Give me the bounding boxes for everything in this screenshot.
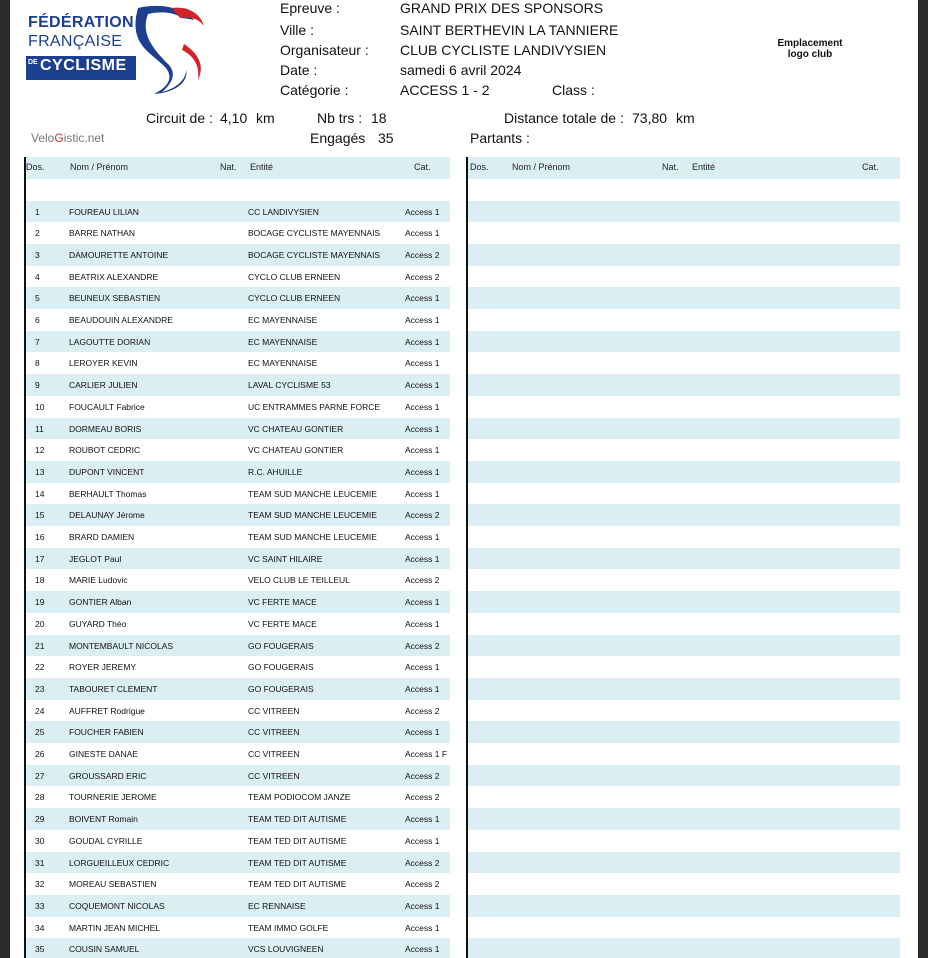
distance-value: 73,80 — [632, 110, 668, 126]
rider-category: Access 1 — [405, 380, 440, 391]
table-row — [24, 352, 450, 374]
rider-category: Access 2 — [405, 770, 440, 781]
rider-name: ROYER JEREMY — [69, 662, 137, 673]
empty-row — [466, 613, 900, 635]
empty-row — [466, 678, 900, 700]
col-dos-right: Dos. — [470, 162, 489, 172]
rider-dos: 30 — [35, 835, 45, 846]
rider-category: Access 1 — [405, 835, 440, 846]
rider-entity: CC VITREEN — [248, 770, 300, 781]
table-row — [24, 287, 450, 309]
col-nat: Nat. — [220, 162, 237, 172]
velogistic-brand: VeloGistic.net — [31, 131, 105, 145]
class-label: Class : — [552, 82, 595, 98]
rider-name: DAMOURETTE ANTOINE — [69, 249, 169, 260]
categorie-label: Catégorie : — [280, 82, 349, 98]
epreuve-label: Epreuve : — [280, 0, 340, 16]
rider-dos: 17 — [35, 553, 45, 564]
engages-label: Engagés — [310, 130, 366, 146]
circuit-unit: km — [256, 110, 275, 126]
rider-entity: CYCLO CLUB ERNEEN — [248, 293, 341, 304]
table-row — [24, 808, 450, 830]
rider-entity: R.C. AHUILLE — [248, 466, 303, 477]
rider-dos: 9 — [35, 380, 40, 391]
empty-row — [466, 244, 900, 266]
rider-name: FOUREAU LILIAN — [69, 206, 139, 217]
table-row — [24, 613, 450, 635]
table-row — [24, 244, 450, 266]
rider-entity: TEAM SUD MANCHE LEUCEMIE — [248, 510, 377, 521]
logo-line3: CYCLISME — [40, 57, 127, 74]
rider-category: Access 1 — [405, 336, 440, 347]
rider-entity: TEAM TED DIT AUTISME — [248, 879, 347, 890]
rider-dos: 6 — [35, 315, 40, 325]
rider-dos: 27 — [35, 770, 45, 781]
table-row — [24, 483, 450, 505]
rider-category: Access 1 — [405, 553, 440, 564]
club-logo-placeholder: Emplacement logo club — [777, 38, 843, 60]
logo-line1: FÉDÉRATION — [28, 14, 134, 31]
rider-name: BARRE NATHAN — [69, 228, 135, 239]
rider-category: Access 2 — [405, 879, 440, 890]
table-row — [24, 635, 450, 657]
rider-name: MARTIN JEAN MICHEL — [69, 922, 160, 933]
rider-entity: BOCAGE CYCLISTE MAYENNAIS — [248, 249, 381, 260]
rider-dos: 3 — [35, 249, 40, 260]
rider-entity: UC ENTRAMMES PARNE FORCE — [248, 401, 381, 412]
empty-row — [466, 938, 900, 958]
rider-name: MARIE Ludovic — [69, 575, 128, 586]
rider-dos: 14 — [35, 488, 45, 499]
rider-category: Access 1 — [405, 466, 440, 477]
rider-name: DELAUNAY Jérome — [69, 510, 145, 521]
rider-entity: TEAM TED DIT AUTISME — [248, 857, 347, 868]
col-nom: Nom / Prénom — [70, 162, 129, 172]
empty-row — [466, 721, 900, 743]
logo-line2: FRANÇAISE — [28, 33, 123, 50]
rider-category: Access 1 — [405, 206, 440, 217]
table-row — [24, 201, 450, 223]
table-header-right — [466, 157, 900, 179]
rider-category: Access 1 — [405, 727, 440, 738]
rider-entity: GO FOUGERAIS — [248, 662, 314, 673]
table-row — [24, 396, 450, 418]
rider-dos: 21 — [35, 640, 45, 651]
rider-entity: EC RENNAISE — [248, 900, 306, 911]
empty-row — [466, 548, 900, 570]
rider-entity: GO FOUGERAIS — [248, 683, 314, 694]
empty-row — [466, 461, 900, 483]
rider-dos: 18 — [35, 575, 45, 586]
epreuve-value: GRAND PRIX DES SPONSORS — [400, 0, 604, 16]
rider-category: Access 1 — [405, 315, 440, 325]
rider-dos: 19 — [35, 597, 45, 608]
circuit-label: Circuit de : — [146, 110, 213, 126]
rider-category: Access 2 — [405, 249, 440, 260]
table-row — [24, 374, 450, 396]
date-label: Date : — [280, 62, 318, 78]
rider-name: BERHAULT Thomas — [69, 488, 147, 499]
table-row — [24, 309, 450, 331]
rider-name: BEUNEUX SEBASTIEN — [69, 293, 161, 304]
rider-dos: 5 — [35, 293, 40, 304]
rider-entity: TEAM SUD MANCHE LEUCEMIE — [248, 488, 377, 499]
table-row — [24, 591, 450, 613]
rider-entity: TEAM SUD MANCHE LEUCEMIE — [248, 532, 377, 542]
rider-name: DUPONT VINCENT — [69, 466, 145, 477]
rider-dos: 12 — [35, 445, 45, 456]
empty-row — [466, 569, 900, 591]
rider-dos: 11 — [35, 423, 44, 434]
document-page — [10, 0, 918, 958]
rider-entity: LAVAL CYCLISME 53 — [248, 380, 331, 391]
ville-value: SAINT BERTHEVIN LA TANNIERE — [400, 22, 619, 38]
empty-row — [466, 895, 900, 917]
ffc-swoosh-icon — [124, 4, 220, 96]
empty-row — [466, 418, 900, 440]
rider-dos: 32 — [35, 879, 45, 890]
rider-entity: CC VITREEN — [248, 727, 300, 738]
rider-entity: TEAM TED DIT AUTISME — [248, 835, 347, 846]
rider-dos: 4 — [35, 271, 40, 282]
rider-entity: CYCLO CLUB ERNEEN — [248, 271, 341, 282]
rider-category: Access 2 — [405, 857, 440, 868]
rider-entity: VCS LOUVIGNEEN — [248, 944, 324, 955]
empty-row — [466, 504, 900, 526]
rider-name: TABOURET CLEMENT — [69, 683, 158, 694]
rider-category: Access 2 — [405, 792, 440, 803]
empty-row — [466, 331, 900, 353]
rider-category: Access 1 — [405, 618, 440, 629]
rider-name: LEROYER KEVIN — [69, 358, 138, 369]
rider-entity: BOCAGE CYCLISTE MAYENNAIS — [248, 228, 381, 239]
rider-entity: EC MAYENNAISE — [248, 315, 318, 325]
circuit-value: 4,10 — [220, 110, 248, 126]
rider-entity: CC VITREEN — [248, 749, 300, 759]
col-nom-right: Nom / Prénom — [512, 162, 571, 172]
rider-category: Access 2 — [405, 271, 440, 282]
rider-category: Access 2 — [405, 640, 440, 651]
table-row — [24, 548, 450, 570]
engages-value: 35 — [378, 130, 394, 146]
rider-category: Access 1 — [405, 293, 440, 304]
rider-entity: TEAM TED DIT AUTISME — [248, 814, 347, 825]
table-row — [24, 743, 450, 765]
table-row — [24, 895, 450, 917]
empty-row — [466, 526, 900, 548]
organisateur-value: CLUB CYCLISTE LANDIVYSIEN — [400, 42, 607, 58]
rider-category: Access 1 — [405, 445, 440, 456]
rider-entity: TEAM PODIOCOM JANZE — [248, 792, 351, 803]
rider-name: CARLIER JULIEN — [69, 380, 138, 391]
rider-dos: 10 — [35, 401, 45, 412]
empty-row — [466, 309, 900, 331]
rider-name: GINESTE DANAE — [69, 749, 138, 759]
rider-entity: GO FOUGERAIS — [248, 640, 314, 651]
table-row — [24, 873, 450, 895]
rider-entity: VC FERTE MACE — [248, 618, 317, 629]
empty-row — [466, 287, 900, 309]
distance-unit: km — [676, 110, 695, 126]
empty-row — [466, 743, 900, 765]
empty-row — [466, 396, 900, 418]
rider-name: FOUCHER FABIEN — [69, 727, 144, 738]
rider-category: Access 1 — [405, 900, 440, 911]
logo-de: DE — [28, 59, 38, 66]
rider-entity: TEAM IMMO GOLFE — [248, 922, 329, 933]
col-cat-right: Cat. — [862, 162, 879, 172]
rider-category: Access 1 — [405, 488, 440, 499]
rider-category: Access 1 — [405, 597, 440, 608]
categorie-value: ACCESS 1 - 2 — [400, 82, 490, 98]
empty-row — [466, 873, 900, 895]
empty-row — [466, 222, 900, 244]
rider-dos: 16 — [35, 532, 45, 542]
table-row — [24, 765, 450, 787]
empty-row — [466, 201, 900, 223]
rider-name: AUFFRET Rodrigue — [69, 705, 145, 716]
table-row — [24, 700, 450, 722]
rider-name: JEGLOT Paul — [69, 553, 122, 564]
empty-row — [466, 765, 900, 787]
rider-category: Access 1 — [405, 683, 440, 694]
table-row — [24, 266, 450, 288]
rider-name: MONTEMBAULT NICOLAS — [69, 640, 174, 651]
rider-dos: 34 — [35, 922, 45, 933]
rider-name: LORGUEILLEUX CEDRIC — [69, 857, 170, 868]
rider-category: Access 1 — [405, 401, 440, 412]
rider-entity: VC CHATEAU GONTIER — [248, 423, 344, 434]
rider-entity: CC VITREEN — [248, 705, 300, 716]
rider-entity: EC MAYENNAISE — [248, 358, 318, 369]
table-row — [24, 418, 450, 440]
rider-dos: 35 — [35, 944, 45, 955]
rider-dos: 1 — [35, 206, 40, 217]
rider-category: Access 2 — [405, 705, 440, 716]
rider-name: BRARD DAMIEN — [69, 532, 135, 542]
rider-entity: VELO CLUB LE TEILLEUL — [248, 575, 350, 586]
col-dos: Dos. — [26, 162, 45, 172]
rider-dos: 28 — [35, 792, 45, 803]
rider-category: Access 1 — [405, 358, 440, 369]
nbtrs-value: 18 — [371, 110, 387, 126]
rider-name: COUSIN SAMUEL — [69, 944, 140, 955]
rider-category: Access 1 — [405, 814, 440, 825]
rider-category: Access 1 — [405, 228, 440, 239]
rider-name: GOUDAL CYRILLE — [69, 835, 143, 846]
rider-name: BEATRIX ALEXANDRE — [69, 271, 159, 282]
empty-row — [466, 483, 900, 505]
table-row — [24, 331, 450, 353]
rider-entity: EC MAYENNAISE — [248, 336, 318, 347]
organisateur-label: Organisateur : — [280, 42, 369, 58]
rider-dos: 23 — [35, 683, 45, 694]
ffc-logo — [24, 4, 214, 96]
table-row — [24, 526, 450, 548]
col-entite-right: Entité — [692, 162, 716, 172]
table-row — [24, 439, 450, 461]
table-header — [24, 157, 450, 179]
rider-dos: 24 — [35, 705, 45, 716]
rider-category: Access 1 — [405, 532, 440, 542]
rider-name: LAGOUTTE DORIAN — [69, 336, 151, 347]
table-row — [24, 938, 450, 958]
date-value: samedi 6 avril 2024 — [400, 62, 522, 78]
rider-name: GROUSSARD ERIC — [69, 770, 147, 781]
rider-dos: 29 — [35, 814, 45, 825]
rider-dos: 25 — [35, 727, 45, 738]
col-entite: Entité — [250, 162, 274, 172]
rider-name: ROUBOT CEDRIC — [69, 445, 141, 456]
empty-row — [466, 591, 900, 613]
rider-dos: 15 — [35, 510, 45, 521]
rider-entity: CC LANDIVYSIEN — [248, 206, 319, 217]
rider-name: BOIVENT Romain — [69, 814, 138, 825]
rider-entity: VC CHATEAU GONTIER — [248, 445, 344, 456]
rider-name: DORMEAU BORIS — [69, 423, 142, 434]
rider-dos: 31 — [35, 857, 45, 868]
rider-dos: 2 — [35, 228, 40, 239]
table-row — [24, 222, 450, 244]
rider-category: Access 1 — [405, 944, 440, 955]
empty-row — [466, 374, 900, 396]
rider-name: GONTIER Alban — [69, 597, 132, 608]
rider-dos: 26 — [35, 749, 45, 759]
table-row — [24, 721, 450, 743]
table-row — [24, 830, 450, 852]
empty-row — [466, 830, 900, 852]
table-row — [24, 678, 450, 700]
distance-label: Distance totale de : — [504, 110, 624, 126]
empty-row — [466, 786, 900, 808]
rider-category: Access 1 F — [405, 749, 448, 759]
table-row — [24, 569, 450, 591]
table-row — [24, 917, 450, 939]
table-row — [24, 786, 450, 808]
rider-name: GUYARD Théo — [69, 618, 127, 629]
rider-dos: 7 — [35, 336, 40, 347]
rider-category: Access 1 — [405, 662, 440, 673]
rider-category: Access 2 — [405, 575, 440, 586]
rider-entity: VC FERTE MACE — [248, 597, 317, 608]
rider-name: FOUCAULT Fabrice — [69, 401, 145, 412]
rider-name: COQUEMONT NICOLAS — [69, 900, 165, 911]
rider-dos: 22 — [35, 662, 45, 673]
empty-row — [466, 917, 900, 939]
empty-row — [466, 700, 900, 722]
ville-label: Ville : — [280, 22, 314, 38]
rider-name: BEAUDOUIN ALEXANDRE — [69, 315, 173, 325]
rider-category: Access 2 — [405, 510, 440, 521]
empty-row — [466, 266, 900, 288]
empty-row — [466, 656, 900, 678]
nbtrs-label: Nb trs : — [317, 110, 363, 126]
empty-row — [466, 852, 900, 874]
rider-category: Access 1 — [405, 922, 440, 933]
left-table-border — [24, 157, 26, 958]
empty-row — [466, 635, 900, 657]
empty-row — [466, 439, 900, 461]
table-row — [24, 656, 450, 678]
rider-name: TOURNERIE JEROME — [69, 792, 157, 803]
rider-dos: 33 — [35, 900, 45, 911]
rider-dos: 20 — [35, 618, 45, 629]
rider-dos: 8 — [35, 358, 40, 369]
empty-row — [466, 808, 900, 830]
col-cat: Cat. — [414, 162, 431, 172]
col-nat-right: Nat. — [662, 162, 679, 172]
right-table-border — [466, 157, 468, 958]
rider-entity: VC SAINT HILAIRE — [248, 553, 323, 564]
table-row — [24, 504, 450, 526]
rider-dos: 13 — [35, 466, 45, 477]
rider-category: Access 1 — [405, 423, 440, 434]
partants-label: Partants : — [470, 130, 530, 146]
table-row — [24, 461, 450, 483]
table-row — [24, 852, 450, 874]
rider-name: MOREAU SEBASTIEN — [69, 879, 157, 890]
empty-row — [466, 352, 900, 374]
